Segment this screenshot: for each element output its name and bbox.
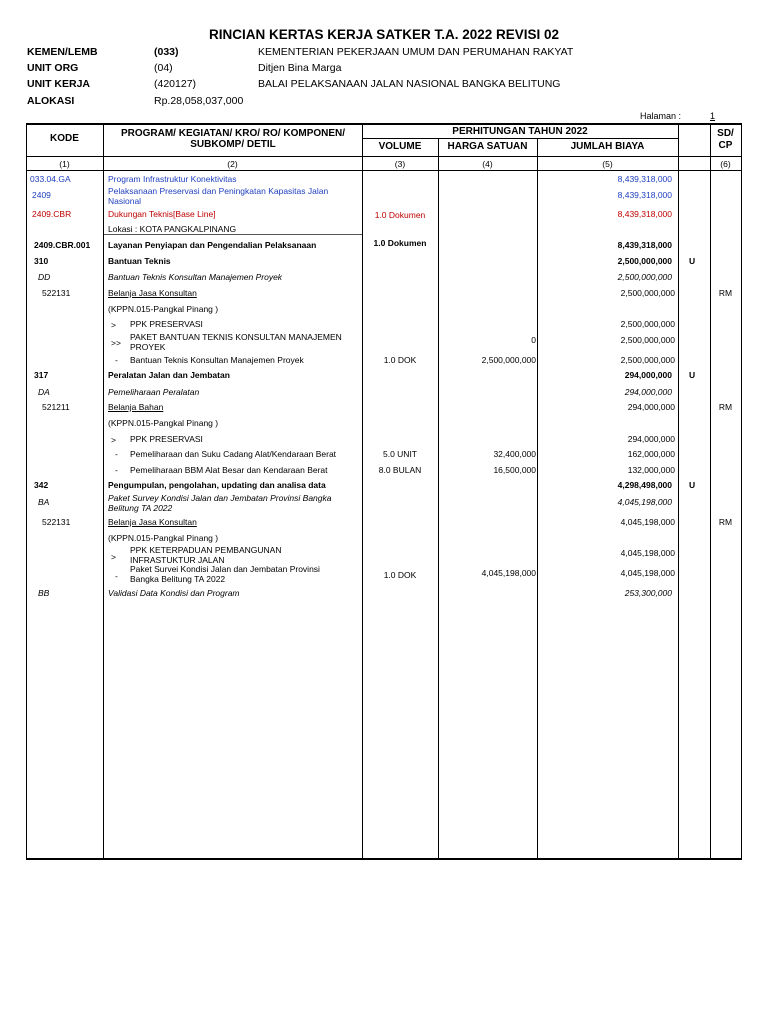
row-desc: Belanja Bahan (108, 402, 164, 412)
col-number: (2) (227, 159, 238, 169)
row-desc: Pelaksanaan Preservasi dan Peningkatan Kapasitas Jalan Nasional (108, 186, 329, 206)
row-volume: 8.0 BULAN (378, 465, 422, 475)
row-jumlah: 4,045,198,000 (620, 548, 675, 558)
unitorg-code: (04) (154, 62, 173, 74)
row-desc: Paket Survey Kondisi Jalan dan Jembatan Provinsi Bangka Belitung TA 2022 (108, 493, 332, 513)
row-kode: 521211 (42, 402, 70, 412)
row-desc: Pengumpulan, pengolahan, updating dan analisa data (108, 480, 326, 490)
row-mark: > (111, 435, 116, 445)
row-jumlah: 2,500,000,000 (617, 256, 672, 266)
row-flag: U (689, 370, 696, 380)
row-jumlah: 253,300,000 (624, 588, 672, 598)
row-jumlah: 294,000,000 (624, 387, 672, 397)
row-desc: Pemeliharaan dan Suku Cadang Alat/Kendaraan Berat (130, 449, 337, 459)
row-volume: 1.0 DOK (383, 570, 417, 580)
row-volume: 1.0 DOK (383, 355, 417, 365)
row-sdcp: RM (718, 288, 733, 298)
kemen-code: (033) (154, 46, 179, 58)
row-jumlah: 4,045,198,000 (620, 568, 675, 578)
row-flag: U (689, 480, 696, 490)
col-number: (6) (720, 159, 731, 169)
row-jumlah: 294,000,000 (624, 370, 672, 380)
row-desc: PPK PRESERVASI (130, 319, 203, 329)
row-lokasi: Lokasi : KOTA PANGKALPINANG (108, 224, 237, 234)
row-mark: - (115, 465, 118, 475)
row-kode: DA (38, 387, 50, 397)
row-harga: 2,500,000,000 (481, 355, 536, 365)
row-kppn: (KPPN.015-Pangkal Pinang ) (108, 418, 219, 428)
row-desc: PPK KETERPADUAN PEMBANGUNAN INFRASTUKTUR JALAN (130, 545, 282, 565)
page-title: RINCIAN KERTAS KERJA SATKER T.A. 2022 REVISI 02 (208, 27, 560, 42)
row-kode: 317 (34, 370, 49, 380)
halaman-value: 1 (710, 111, 716, 121)
row-jumlah: 2,500,000,000 (620, 319, 675, 329)
row-jumlah: 8,439,318,000 (617, 240, 672, 250)
row-kppn: (KPPN.015-Pangkal Pinang ) (108, 533, 219, 543)
col-number: (1) (59, 159, 70, 169)
row-kode: 522131 (42, 288, 71, 298)
row-jumlah: 294,000,000 (627, 434, 675, 444)
halaman-label: Halaman : (640, 111, 682, 121)
row-kode: DD (38, 272, 51, 282)
col-sdcp-header: SD/ CP (717, 128, 734, 151)
row-kppn: (KPPN.015-Pangkal Pinang ) (108, 304, 219, 314)
unitorg-name: Ditjen Bina Marga (258, 62, 342, 74)
row-mark: - (115, 571, 118, 581)
row-kode: 2409 (32, 190, 51, 200)
row-jumlah: 132,000,000 (627, 465, 675, 475)
row-desc: Bantuan Teknis Konsultan Manajemen Proyek (108, 272, 283, 282)
row-sdcp: RM (718, 517, 733, 527)
row-kode: 522131 (42, 517, 71, 527)
row-desc: Dukungan Teknis[Base Line] (108, 209, 216, 219)
unitorg-label: UNIT ORG (27, 62, 79, 74)
row-mark: > (111, 552, 116, 562)
row-jumlah: 162,000,000 (627, 449, 675, 459)
row-volume: 5.0 UNIT (382, 449, 417, 459)
row-desc: Belanja Jasa Konsultan (108, 288, 197, 298)
row-harga: 32,400,000 (493, 449, 536, 459)
perhitungan-header: PERHITUNGAN TAHUN 2022 (452, 126, 588, 137)
col-kode-header: KODE (50, 133, 79, 144)
row-divider (104, 234, 362, 235)
row-desc: Validasi Data Kondisi dan Program (108, 588, 240, 598)
row-desc: Pemeliharaan BBM Alat Besar dan Kendaraan Berat (130, 465, 328, 475)
col-jumlah-header: JUMLAH BIAYA (570, 141, 645, 152)
row-kode: 2409.CBR.001 (34, 240, 91, 250)
row-mark: - (115, 355, 118, 365)
row-desc: Program Infrastruktur Konektivitas (108, 174, 237, 184)
col-harga-header: HARGA SATUAN (447, 141, 528, 152)
row-jumlah: 4,045,198,000 (620, 517, 675, 527)
row-desc: PAKET BANTUAN TEKNIS KONSULTAN MANAJEMEN PROYEK (130, 332, 342, 352)
row-jumlah: 2,500,000,000 (617, 272, 672, 282)
row-flag: U (689, 256, 696, 266)
row-desc: Paket Survei Kondisi Jalan dan Jembatan Provinsi Bangka Belitung TA 2022 (130, 564, 320, 584)
row-harga: 16,500,000 (493, 465, 536, 475)
row-jumlah: 4,045,198,000 (617, 497, 672, 507)
row-kode: BB (38, 588, 50, 598)
row-desc: PPK PRESERVASI (130, 434, 203, 444)
row-harga: 4,045,198,000 (481, 568, 536, 578)
col-number: (5) (602, 159, 613, 169)
row-desc: Bantuan Teknis (108, 256, 171, 266)
row-volume: 1.0 Dokumen (373, 238, 427, 248)
row-jumlah: 8,439,318,000 (617, 209, 672, 219)
row-volume: 1.0 Dokumen (374, 210, 426, 220)
unitkerja-label: UNIT KERJA (27, 78, 91, 90)
row-desc: Pemeliharaan Peralatan (108, 387, 200, 397)
row-harga: 0 (531, 335, 536, 345)
unitkerja-name: BALAI PELAKSANAAN JALAN NASIONAL BANGKA BELITUNG (258, 78, 561, 90)
row-mark: > (111, 320, 116, 330)
row-jumlah: 2,500,000,000 (620, 355, 675, 365)
row-jumlah: 2,500,000,000 (620, 288, 675, 298)
col-number: (4) (482, 159, 493, 169)
row-mark: >> (111, 338, 121, 348)
row-kode: 342 (34, 480, 49, 490)
row-desc: Layanan Penyiapan dan Pengendalian Pelaksanaan (108, 240, 317, 250)
kemen-label: KEMEN/LEMB (27, 46, 98, 58)
row-kode: BA (38, 497, 50, 507)
col-number: (3) (394, 159, 406, 169)
row-kode: 310 (34, 256, 49, 266)
unitkerja-code: (420127) (154, 78, 197, 90)
row-desc: Peralatan Jalan dan Jembatan (108, 370, 230, 380)
row-jumlah: 8,439,318,000 (617, 190, 672, 200)
row-jumlah: 4,298,498,000 (617, 480, 672, 490)
row-mark: - (115, 449, 118, 459)
row-jumlah: 2,500,000,000 (620, 335, 675, 345)
col-volume-header: VOLUME (378, 141, 422, 152)
row-sdcp: RM (718, 402, 733, 412)
col-program-header: PROGRAM/ KEGIATAN/ KRO/ RO/ KOMPONEN/ SUBKOMP/ DETIL (120, 128, 346, 150)
row-desc: Bantuan Teknis Konsultan Manajemen Proyek (130, 355, 304, 365)
kemen-name: KEMENTERIAN PEKERJAAN UMUM DAN PERUMAHAN RAKYAT (258, 46, 574, 58)
alokasi-label: ALOKASI (27, 95, 75, 107)
alokasi-value: Rp.28,058,037,000 (154, 95, 244, 107)
row-kode: 2409.CBR (32, 209, 72, 219)
row-jumlah: 8,439,318,000 (617, 174, 672, 184)
row-jumlah: 294,000,000 (627, 402, 675, 412)
row-desc: Belanja Jasa Konsultan (108, 517, 197, 527)
row-kode: 033.04.GA (30, 174, 71, 184)
